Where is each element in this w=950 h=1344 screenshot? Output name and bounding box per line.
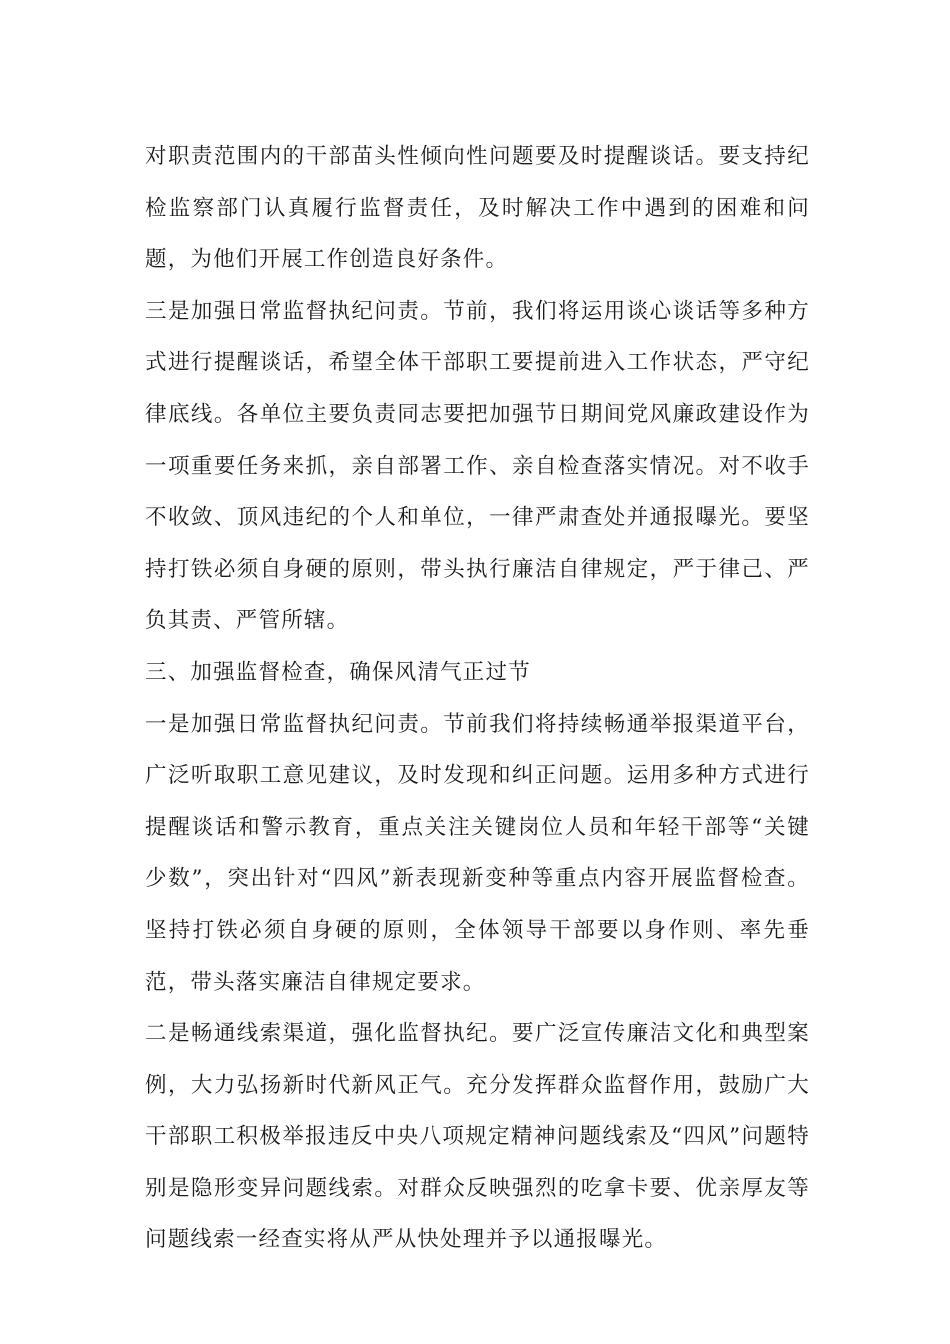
paragraph-point-2-clue-channels: 二是畅通线索渠道，强化监督执纪。要广泛宣传廉洁文化和典型案例，大力弘扬新时代新风正气。充分发挥群众监督作用，鼓励广大干部职工积极举报违反中央八项规定精神问题线索及“四风”问题特别是隐形变异问题线索。对群众反映强烈的吃拿卡要、优亲厚友等问题线索一经查实将从严从快处理并予以通报曝光。: [145, 1021, 810, 1253]
paragraph-continuation: 对职责范围内的干部苗头性倾向性问题要及时提醒谈话。要支持纪检监察部门认真履行监督责任，及时解决工作中遇到的困难和问题，为他们开展工作创造良好条件。: [145, 144, 810, 273]
paragraph-point-1-daily-supervision: 一是加强日常监督执纪问责。节前我们将持续畅通举报渠道平台，广泛听取职工意见建议，及时发现和纠正问题。运用多种方式进行提醒谈话和警示教育，重点关注关键岗位人员和年轻干部等“关键少数”，突出针对“四风”新表现新变种等重点内容开展监督检查。坚持打铁必须自身硬的原则，全体领导干部要以身作则、率先垂范，带头落实廉洁自律规定要求。: [145, 711, 810, 995]
document-body: [145, 131, 810, 1266]
paragraph-point-3-daily-supervision: 三是加强日常监督执纪问责。节前，我们将运用谈心谈话等多种方式进行提醒谈话，希望全体干部职工要提前进入工作状态，严守纪律底线。各单位主要负责同志要把加强节日期间党风廉政建设作为一项重要任务来抓，亲自部署工作、亲自检查落实情况。对不收手不收敛、顶风违纪的个人和单位，一律严肃查处并通报曝光。要坚持打铁必须自身硬的原则，带头执行廉洁自律规定，严于律己、严负其责、严管所辖。: [145, 298, 810, 634]
section-heading: 三、加强监督检查，确保风清气正过节: [145, 659, 531, 685]
